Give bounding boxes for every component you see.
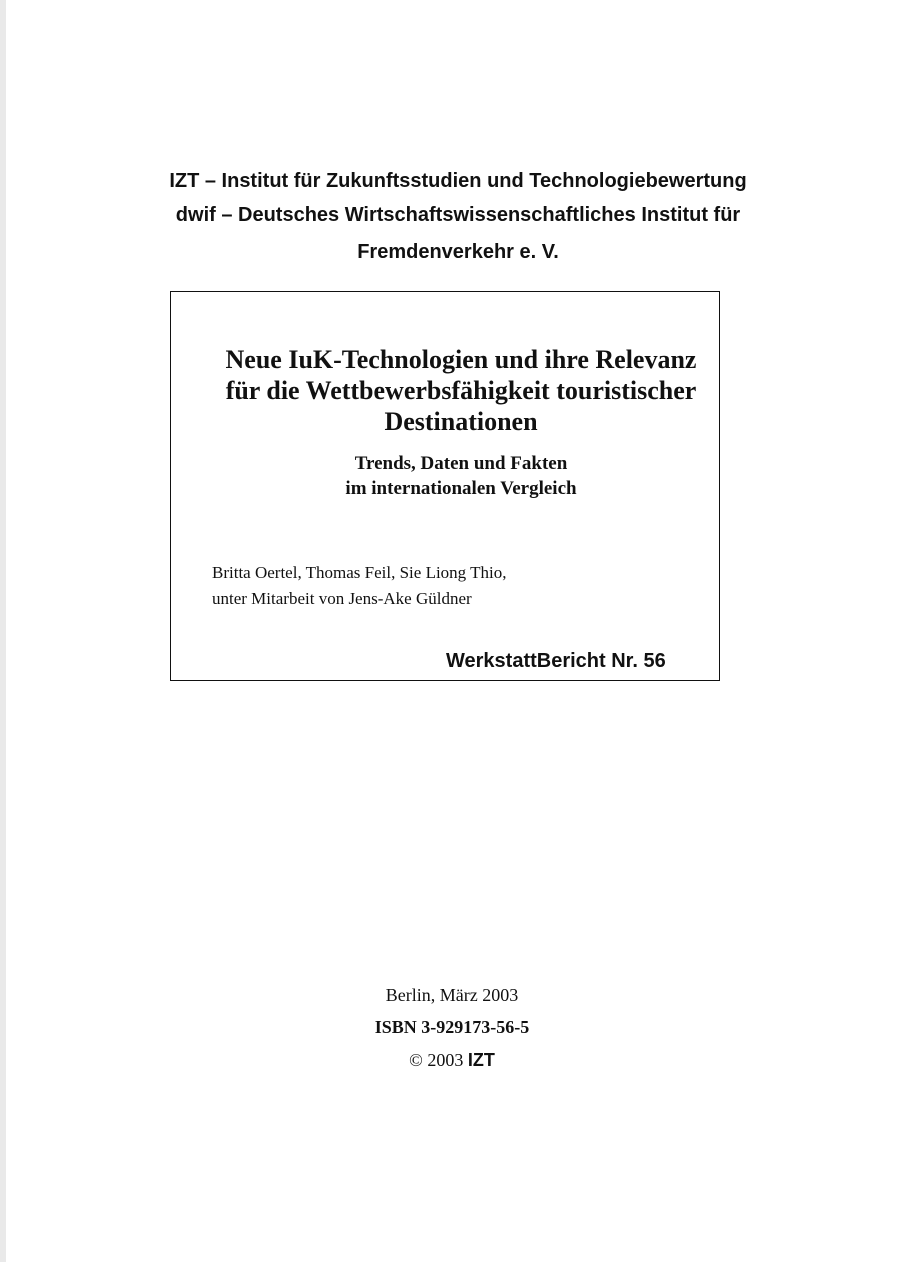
authors-line-1: Britta Oertel, Thomas Feil, Sie Liong Thio,: [212, 563, 507, 582]
title-box: [170, 291, 720, 681]
title-line-1: Neue IuK-Technologien und ihre Relevanz: [225, 345, 697, 374]
place-date: Berlin, März 2003: [385, 985, 519, 1005]
document-page: [6, 0, 898, 1262]
title-line-3: Destinationen: [384, 407, 538, 436]
subtitle-line-2: im internationalen Vergleich: [345, 478, 577, 499]
copyright-prefix: © 2003: [409, 1050, 464, 1070]
institute-line-2: dwif – Deutsches Wirtschaftswissenschaftliches Institut für: [175, 204, 741, 226]
institute-line-1: IZT – Institut für Zukunftsstudien und Technologiebewertung: [169, 170, 747, 192]
copyright: [6, 1050, 898, 1071]
subtitle-line-1: Trends, Daten und Fakten: [354, 453, 568, 474]
isbn: ISBN 3-929173-56-5: [374, 1017, 530, 1037]
title-line-2: für die Wettbewerbsfähigkeit touristischer: [225, 376, 697, 405]
authors-line-2: unter Mitarbeit von Jens-Ake Güldner: [212, 589, 472, 608]
institute-line-3: Fremdenverkehr e. V.: [357, 241, 559, 263]
report-number: WerkstattBericht Nr. 56: [446, 650, 666, 672]
copyright-org: IZT: [467, 1050, 495, 1070]
